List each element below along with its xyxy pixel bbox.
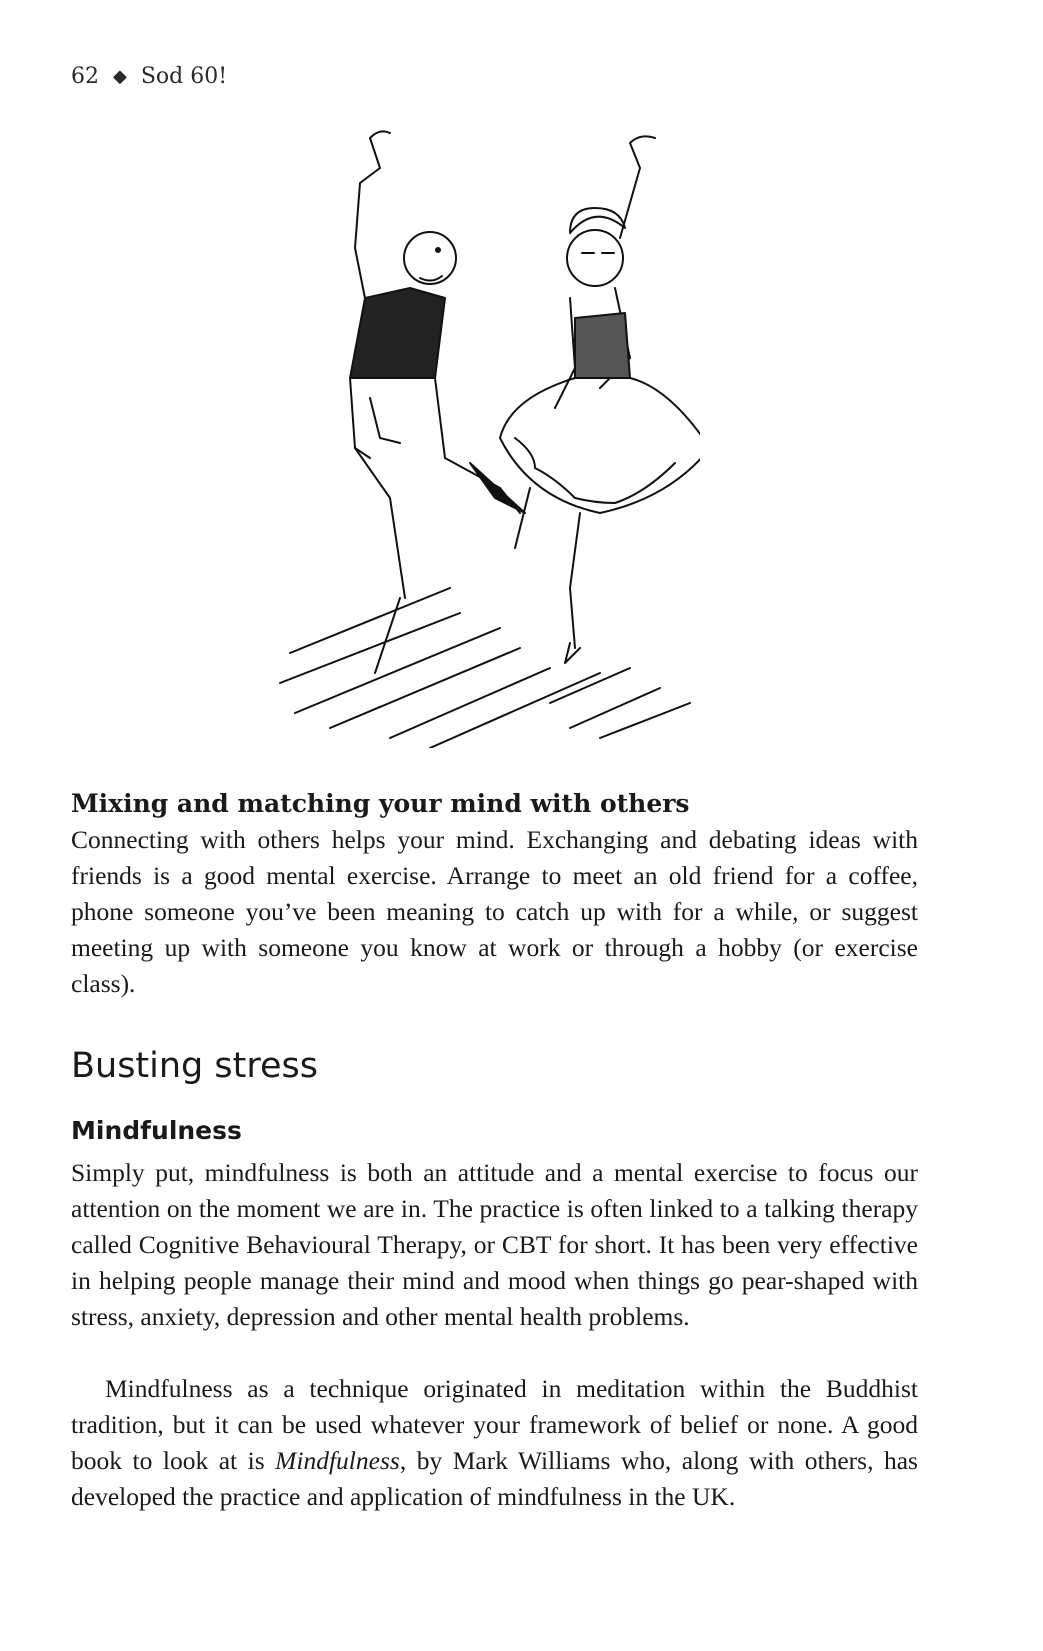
paragraph-mindfulness-intro: Simply put, mindfulness is both an attitude and a mental exercise to focus our attention on the moment we are in. The practice is often linked to a talking therapy called Cognitive Behavioural Therapy, or CBT for short. It has been very effective in helping people manage their mind and mood when things go pear-shaped with stress, anxiety, depression and other mental health problems.	[71, 1158, 918, 1331]
man-dancer-icon	[350, 131, 525, 673]
page-number: 62	[71, 64, 99, 89]
paragraph-text-end: , by Mark Williams who, along with others, has developed the practice and application of mindfulness in the UK.	[71, 1446, 918, 1511]
running-head	[71, 64, 227, 89]
section-heading-mixing: Mixing and matching your mind with others	[71, 789, 690, 818]
paragraph-mindfulness-origin	[71, 1371, 918, 1515]
book-title: Sod 60!	[140, 64, 228, 89]
woman-dancer-icon	[500, 136, 700, 663]
subheading-mindfulness: Mindfulness	[71, 1116, 242, 1145]
floor-lines-icon	[280, 588, 690, 748]
paragraph-text-start: Mindfulness as a technique originated in meditation within the Buddhist tradition, but it can be used whatever your framework of belief or none. A good book to look at is	[71, 1374, 918, 1475]
dancing-couple-illustration	[270, 128, 700, 748]
chapter-heading-busting-stress: Busting stress	[71, 1046, 318, 1086]
diamond-separator-icon: ◆	[113, 66, 127, 87]
paragraph-connecting: Connecting with others helps your mind. Exchanging and debating ideas with friends is a good mental exercise. Arrange to meet an old friend for a coffee, phone someone you’ve been meaning to catch up with for a while, or suggest meeting up with someone you know at work or through a hobby (or exercise class).	[71, 825, 918, 998]
book-reference-title: Mindfulness	[275, 1446, 400, 1475]
